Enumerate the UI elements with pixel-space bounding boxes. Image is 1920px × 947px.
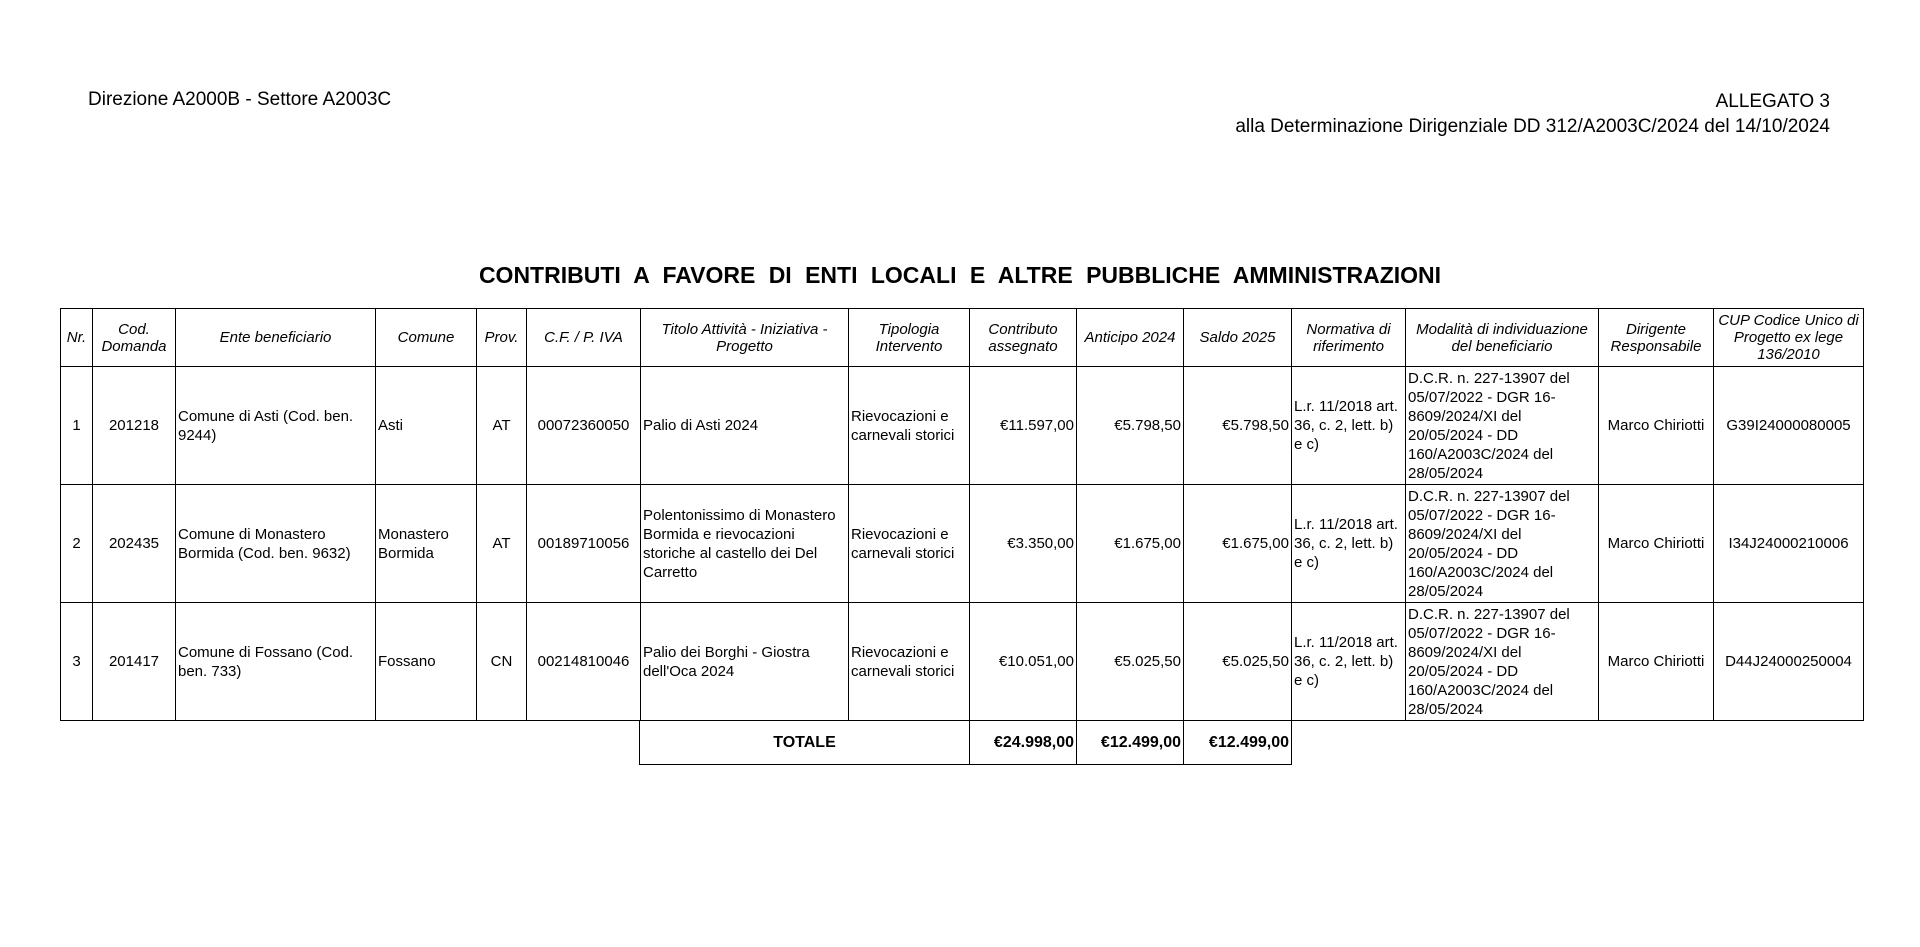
totals-table — [639, 721, 1292, 765]
column-header-tipologia: Tipologia Intervento — [849, 309, 970, 367]
contributions-table — [60, 308, 1864, 721]
total-saldo: €12.499,00 — [1184, 721, 1292, 765]
total-anticipo: €12.499,00 — [1077, 721, 1184, 765]
table-header-row — [61, 309, 1864, 367]
cell-anticipo: €1.675,00 — [1077, 485, 1184, 603]
cell-nr: 1 — [61, 367, 93, 485]
column-header-nr: Nr. — [61, 309, 93, 367]
column-header-titolo: Titolo Attività - Iniziativa - Progetto — [641, 309, 849, 367]
cell-dirigente: Marco Chiriotti — [1599, 485, 1714, 603]
cell-normativa: L.r. 11/2018 art. 36, c. 2, lett. b) e c) — [1292, 485, 1406, 603]
column-header-normativa: Normativa di riferimento — [1292, 309, 1406, 367]
cell-cup: G39I24000080005 — [1714, 367, 1864, 485]
total-contributo: €24.998,00 — [970, 721, 1077, 765]
document-title: CONTRIBUTI A FAVORE DI ENTI LOCALI E ALTRE PUBBLICHE AMMINISTRAZIONI — [478, 262, 1442, 288]
totals-row — [640, 721, 1292, 765]
attachment-number: ALLEGATO 3 — [1715, 91, 1830, 112]
cell-ente: Comune di Fossano (Cod. ben. 733) — [176, 603, 376, 721]
cell-cod-domanda: 202435 — [93, 485, 176, 603]
table-row — [61, 367, 1864, 485]
cell-nr: 2 — [61, 485, 93, 603]
cell-cf: 00189710056 — [527, 485, 641, 603]
cell-cf: 00072360050 — [527, 367, 641, 485]
cell-cup: D44J24000250004 — [1714, 603, 1864, 721]
column-header-modalita: Modalità di individuazione del beneficiario — [1406, 309, 1599, 367]
cell-contributo: €10.051,00 — [970, 603, 1077, 721]
column-header-comune: Comune — [376, 309, 477, 367]
cell-comune: Monastero Bormida — [376, 485, 477, 603]
cell-cf: 00214810046 — [527, 603, 641, 721]
table-row — [61, 485, 1864, 603]
cell-contributo: €3.350,00 — [970, 485, 1077, 603]
cell-nr: 3 — [61, 603, 93, 721]
column-header-cf: C.F. / P. IVA — [527, 309, 641, 367]
cell-comune: Fossano — [376, 603, 477, 721]
cell-saldo: €1.675,00 — [1184, 485, 1292, 603]
cell-cod-domanda: 201417 — [93, 603, 176, 721]
cell-modalita: D.C.R. n. 227-13907 del 05/07/2022 - DGR 16-8609/2024/XI del 20/05/2024 - DD 160/A2003C/2024 del 28/05/2024 — [1406, 367, 1599, 485]
cell-anticipo: €5.798,50 — [1077, 367, 1184, 485]
cell-anticipo: €5.025,50 — [1077, 603, 1184, 721]
cell-normativa: L.r. 11/2018 art. 36, c. 2, lett. b) e c) — [1292, 603, 1406, 721]
determination-reference: alla Determinazione Dirigenziale DD 312/A2003C/2024 del 14/10/2024 — [1235, 116, 1830, 137]
cell-normativa: L.r. 11/2018 art. 36, c. 2, lett. b) e c) — [1292, 367, 1406, 485]
cell-prov: AT — [477, 485, 527, 603]
column-header-cod-domanda: Cod. Domanda — [93, 309, 176, 367]
table-row — [61, 603, 1864, 721]
column-header-contributo: Contributo assegnato — [970, 309, 1077, 367]
cell-ente: Comune di Monastero Bormida (Cod. ben. 9632) — [176, 485, 376, 603]
department-header: Direzione A2000B - Settore A2003C — [88, 89, 392, 110]
cell-cup: I34J24000210006 — [1714, 485, 1864, 603]
cell-saldo: €5.798,50 — [1184, 367, 1292, 485]
cell-saldo: €5.025,50 — [1184, 603, 1292, 721]
cell-titolo: Polentonissimo di Monastero Bormida e rievocazioni storiche al castello dei Del Carretto — [641, 485, 849, 603]
cell-titolo: Palio dei Borghi - Giostra dell'Oca 2024 — [641, 603, 849, 721]
cell-prov: CN — [477, 603, 527, 721]
column-header-dirigente: Dirigente Responsabile — [1599, 309, 1714, 367]
cell-dirigente: Marco Chiriotti — [1599, 367, 1714, 485]
cell-comune: Asti — [376, 367, 477, 485]
column-header-saldo: Saldo 2025 — [1184, 309, 1292, 367]
cell-tipologia: Rievocazioni e carnevali storici — [849, 367, 970, 485]
cell-tipologia: Rievocazioni e carnevali storici — [849, 485, 970, 603]
cell-dirigente: Marco Chiriotti — [1599, 603, 1714, 721]
cell-ente: Comune di Asti (Cod. ben. 9244) — [176, 367, 376, 485]
cell-titolo: Palio di Asti 2024 — [641, 367, 849, 485]
column-header-prov: Prov. — [477, 309, 527, 367]
column-header-cup: CUP Codice Unico di Progetto ex lege 136/2010 — [1714, 309, 1864, 367]
column-header-ente: Ente beneficiario — [176, 309, 376, 367]
totals-label: TOTALE — [640, 721, 970, 765]
cell-prov: AT — [477, 367, 527, 485]
attachment-header — [1235, 89, 1830, 139]
cell-cod-domanda: 201218 — [93, 367, 176, 485]
cell-contributo: €11.597,00 — [970, 367, 1077, 485]
cell-modalita: D.C.R. n. 227-13907 del 05/07/2022 - DGR 16-8609/2024/XI del 20/05/2024 - DD 160/A2003C/2024 del 28/05/2024 — [1406, 603, 1599, 721]
cell-tipologia: Rievocazioni e carnevali storici — [849, 603, 970, 721]
cell-modalita: D.C.R. n. 227-13907 del 05/07/2022 - DGR 16-8609/2024/XI del 20/05/2024 - DD 160/A2003C/2024 del 28/05/2024 — [1406, 485, 1599, 603]
column-header-anticipo: Anticipo 2024 — [1077, 309, 1184, 367]
